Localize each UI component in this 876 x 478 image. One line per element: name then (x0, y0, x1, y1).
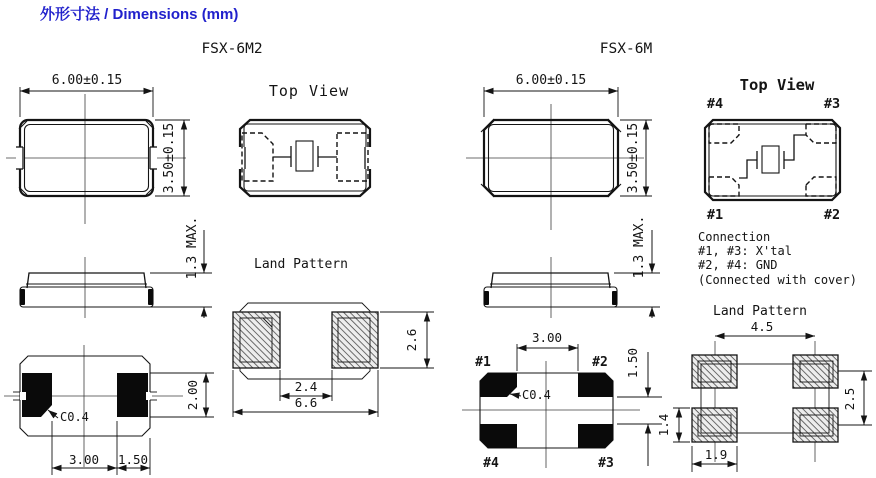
fsx6m2-land-width-dim: 6.6 (294, 395, 318, 410)
fsx6m-pad-3 (578, 424, 613, 448)
fsx6m-electrode-1 (709, 177, 739, 196)
fsx6m2-top-view (237, 82, 373, 196)
fsx6m2-right-pad (117, 373, 148, 417)
fsx6m2-model-label: FSX-6M2 (201, 41, 263, 57)
fsx6m-pad-1 (480, 373, 517, 397)
fsx6m-pad-span-dim: 3.00 (531, 330, 563, 345)
fsx6m2-land-height-dim: 2.6 (404, 328, 419, 352)
fsx6m2-left-pad (22, 373, 52, 417)
crystal-symbol (739, 135, 806, 178)
fsx6m-land-pattern-label: Land Pattern (713, 304, 807, 319)
fsx6m-top-pin3-label: #3 (823, 96, 841, 112)
fsx6m2-bottom-view (4, 345, 214, 475)
fsx6m-top-pin1-label: #1 (706, 207, 724, 223)
fsx6m2-chamfer-callout: C0.4 (60, 410, 89, 424)
fsx6m2-pad-span-dim: 3.00 (68, 452, 100, 467)
connection-xtal: #1, #3: X'tal (698, 244, 792, 258)
fsx6m2-pad-height-dim: 2.00 (185, 379, 200, 411)
fsx6m-chamfer-callout: C0.4 (522, 388, 551, 402)
fsx6m-bottom-view (462, 330, 662, 471)
fsx6m2-thickness-dim: 1.3 MAX. (185, 216, 200, 280)
fsx6m2-land-gap-dim: 2.4 (294, 379, 318, 394)
fsx6m-electrode-4 (709, 124, 739, 143)
fsx6m-pad-height-dim: 1.50 (625, 347, 640, 379)
fsx6m-top-view-label: Top View (739, 76, 815, 94)
fsx6m-electrode-3 (806, 124, 836, 143)
connection-title: Connection (698, 230, 771, 244)
fsx6m-bottom-pin4-label: #4 (483, 456, 499, 471)
crystal-symbol (273, 141, 337, 171)
fsx6m-land-pattern (656, 304, 872, 472)
fsx6m-thickness-dim: 1.3 MAX. (632, 215, 647, 279)
connection-note: (Connected with cover) (698, 273, 857, 287)
fsx6m-top-pin4-label: #4 (706, 96, 724, 112)
connection-gnd: #2, #4: GND (698, 258, 778, 272)
fsx6m2-body-width-dim: 6.00±0.15 (51, 73, 123, 88)
fsx6m2-land-pad-right (332, 312, 378, 368)
fsx6m-land-pad-tl (692, 355, 737, 388)
fsx6m2-package-outline-view (6, 73, 190, 224)
fsx6m2-body-height-dim: 3.50±0.15 (162, 122, 177, 194)
fsx6m-bottom-pin1-label: #1 (475, 355, 491, 370)
fsx6m2-land-pattern (233, 257, 434, 417)
fsx6m-land-pitch-y-dim: 2.5 (842, 387, 857, 411)
fsx6m-side-view (484, 216, 660, 318)
fsx6m2-left-electrode (242, 133, 273, 181)
fsx6m-land-pad-width-dim: 1.9 (704, 447, 728, 462)
fsx6m2-land-pattern-label: Land Pattern (254, 257, 348, 272)
fsx6m2-top-view-label: Top View (268, 82, 350, 100)
fsx6m-model-label: FSX-6M (599, 41, 653, 57)
fsx6m-land-pad-bl (692, 408, 737, 442)
fsx6m-package-outline-view (466, 73, 652, 230)
fsx6m2-side-view (20, 217, 212, 318)
fsx6m2-pad-width-dim: 1.50 (117, 452, 149, 467)
fsx6m-electrode-2 (806, 177, 836, 196)
fsx6m-pad-2 (578, 373, 613, 397)
fsx6m-body-width-dim: 6.00±0.15 (515, 73, 587, 88)
fsx6m-bottom-pin3-label: #3 (598, 456, 614, 471)
fsx6m-top-pin2-label: #2 (823, 207, 841, 223)
connection-legend (698, 230, 857, 287)
fsx6m-top-view (705, 76, 840, 223)
fsx6m-body-height-dim: 3.50±0.15 (626, 122, 641, 194)
fsx6m-bottom-pin2-label: #2 (592, 355, 608, 370)
fsx6m2-right-electrode (337, 133, 368, 181)
fsx6m-pad-4 (480, 424, 517, 448)
page-title: 外形寸法 / Dimensions (mm) (40, 6, 239, 23)
fsx6m-land-pad-height-dim: 1.4 (656, 413, 671, 437)
fsx6m-land-pitch-x-dim: 4.5 (750, 319, 774, 334)
